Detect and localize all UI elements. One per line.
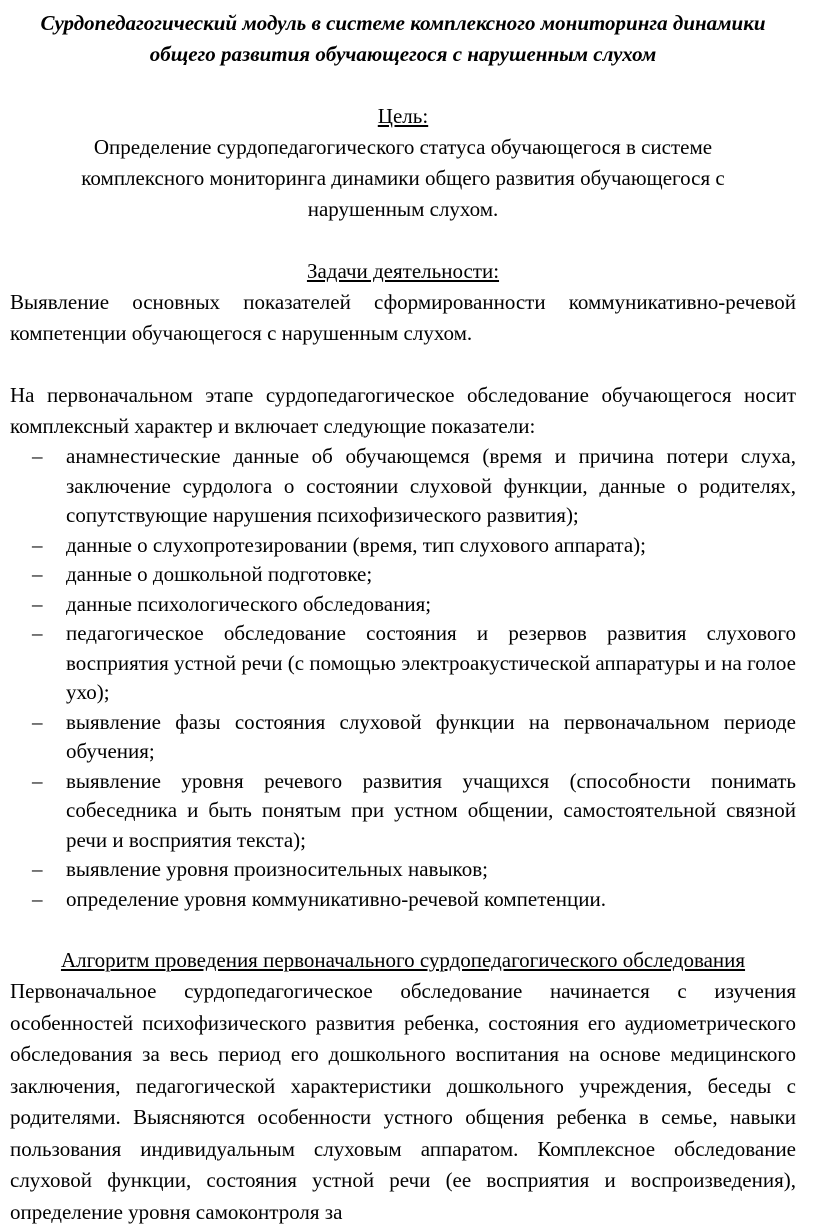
tasks-text: Выявление основных показателей сформированности коммуникативно-речевой компетенции обучающегося с нарушенным слухом. bbox=[10, 290, 796, 345]
tasks-heading bbox=[10, 256, 796, 287]
list-item-text: выявление уровня произносительных навыков; bbox=[66, 857, 488, 881]
list-item-text: данные о дошкольной подготовке; bbox=[66, 562, 373, 586]
list-dash: – bbox=[32, 532, 43, 557]
list-dash: – bbox=[32, 768, 43, 793]
list-item bbox=[10, 708, 796, 767]
list-dash: – bbox=[32, 886, 43, 911]
list-item-text: определение уровня коммуникативно-речевой компетенции. bbox=[66, 886, 606, 911]
goal-text: Определение сурдопедагогического статуса обучающегося в системе комплексного мониторинга динамики общего развития обучающегося с нарушенным слухом. bbox=[81, 135, 725, 221]
list-item-text: выявление фазы состояния слуховой функции на первоначальном периоде обучения; bbox=[66, 709, 796, 763]
list-dash: – bbox=[32, 444, 43, 468]
list-dash: – bbox=[32, 857, 43, 881]
algorithm-heading-text: Алгоритм проведения первоначального сурдопедагогического обследования bbox=[60, 948, 746, 972]
spacer bbox=[10, 349, 796, 380]
document-page bbox=[10, 8, 796, 1228]
list-item-text: педагогическое обследование состояния и резервов развития слухового восприятия устной речи (с помощью электроакустической аппаратуры и на голое ухо); bbox=[66, 621, 796, 704]
list-dash: – bbox=[32, 591, 43, 616]
list-dash: – bbox=[32, 562, 43, 586]
list-item-text: выявление уровня речевого развития учащихся (способности понимать собеседника и быть понятым при устном общении, самостоятельной связной речи и восприятия текста); bbox=[66, 768, 796, 852]
list-item bbox=[10, 619, 796, 708]
algorithm-heading bbox=[10, 945, 796, 976]
document-title: Сурдопедагогический модуль в системе комплексного мониторинга динамики общего развития обучающегося с нарушенным слухом bbox=[40, 11, 766, 66]
list-item bbox=[10, 767, 796, 856]
spacer bbox=[10, 914, 796, 945]
list-dash: – bbox=[32, 709, 43, 734]
list-item-text: данные психологического обследования; bbox=[66, 591, 432, 616]
algorithm-text: Первоначальное сурдопедагогическое обследование начинается с изучения особенностей психофизического развития ребенка, состояния его аудиометрического обследования за весь период его дошкольного воспитания на основе медицинского заключения, педагогической характеристики дошкольного учреждения, беседы с родителями. Выясняются особенности устного общения ребенка в семье, навыки пользования индивидуальным слуховым аппаратом. Комплексное обследование слуховой функции, состояния устной речи (ее восприятия и воспроизведения), определение уровня самоконтроля за bbox=[10, 979, 796, 1224]
list-item-text: анамнестические данные об обучающемся (время и причина потери слуха, заключение сурдолога о состоянии слуховой функции, данные о родителях, сопутствующие нарушения психофизического развития); bbox=[66, 444, 796, 527]
list-item bbox=[10, 590, 796, 620]
list-item bbox=[10, 560, 796, 590]
tasks-heading-text: Задачи деятельности: bbox=[306, 259, 500, 283]
list-item bbox=[10, 855, 796, 885]
spacer bbox=[10, 225, 796, 256]
list-item bbox=[10, 885, 796, 915]
indicators-list bbox=[10, 442, 796, 914]
list-item-text: данные о слухопротезировании (время, тип слухового аппарата); bbox=[66, 532, 646, 557]
list-item bbox=[10, 442, 796, 531]
goal-heading bbox=[10, 101, 796, 132]
list-dash: – bbox=[32, 621, 43, 645]
goal-heading-text: Цель: bbox=[377, 104, 429, 128]
intro-paragraph: На первоначальном этапе сурдопедагогическое обследование обучающегося носит комплексный характер и включает следующие показатели: bbox=[10, 383, 796, 438]
list-item bbox=[10, 531, 796, 561]
spacer bbox=[10, 70, 796, 101]
